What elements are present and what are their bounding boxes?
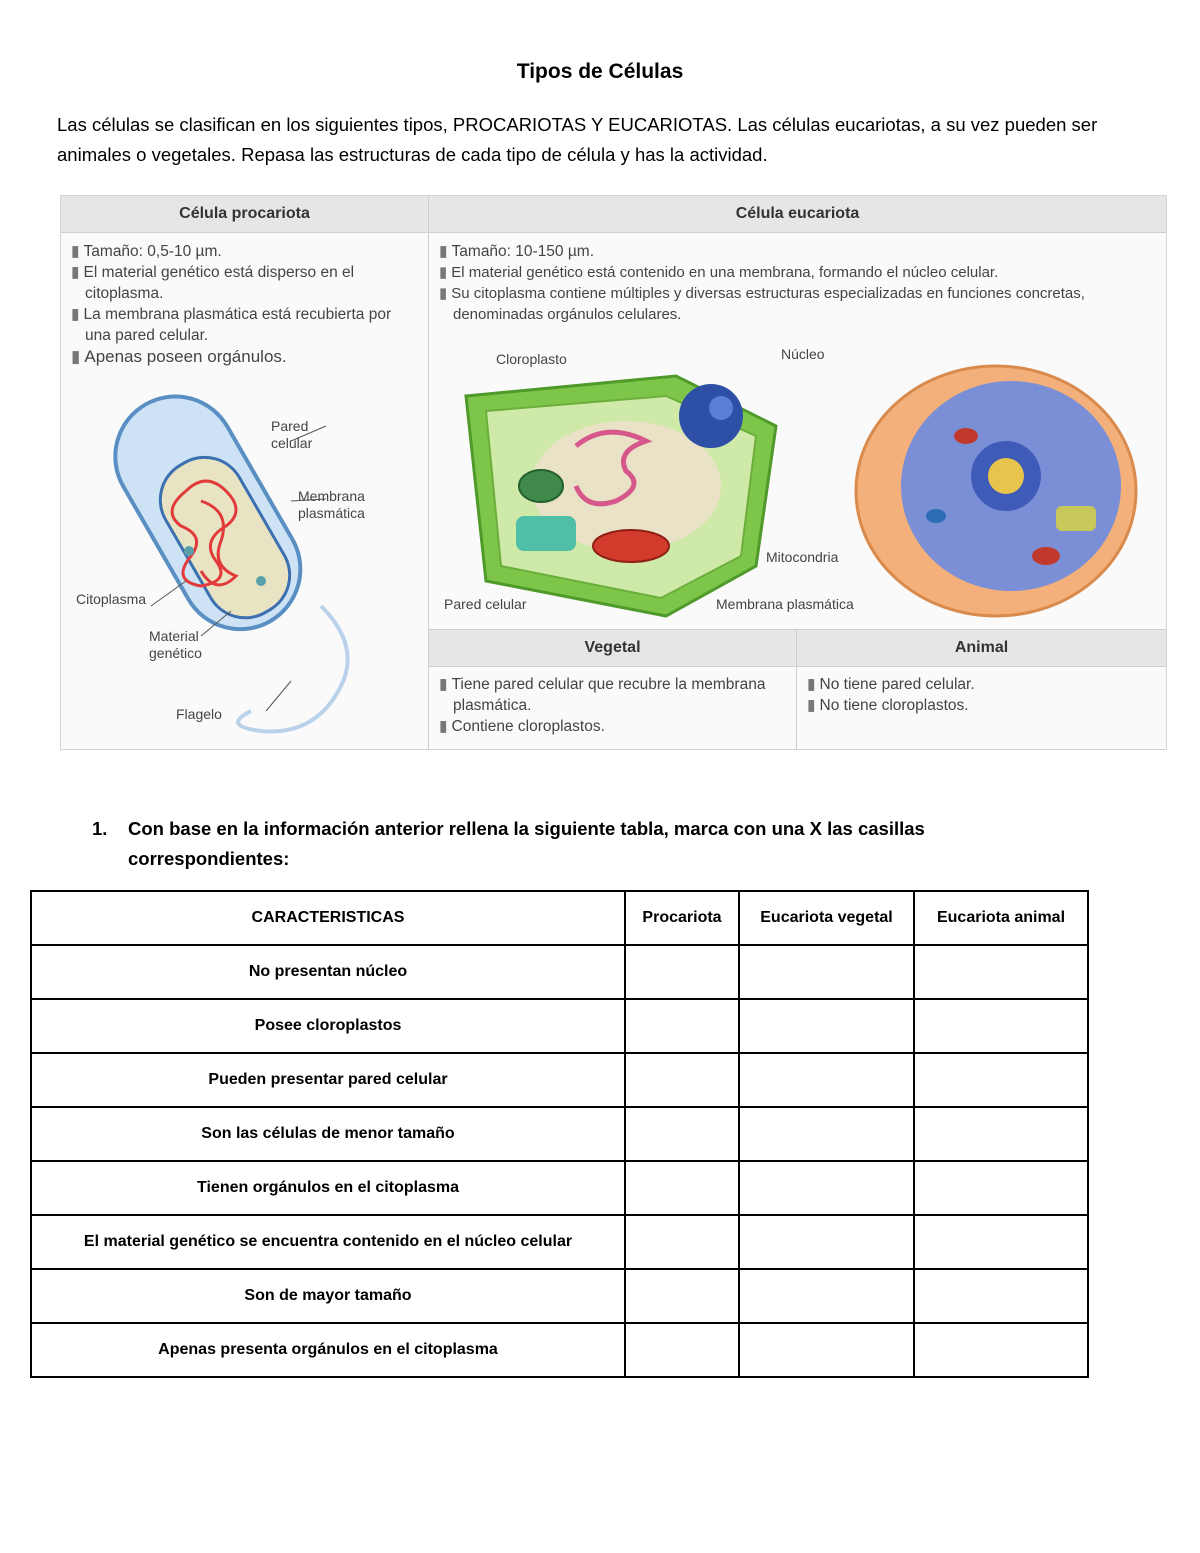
checkbox-cell-eucariota-animal[interactable] bbox=[914, 1161, 1088, 1215]
checkbox-cell-eucariota-animal[interactable] bbox=[914, 1323, 1088, 1377]
bullet-item: ▮ Tiene pared celular que recubre la membrana plasmática. bbox=[439, 676, 766, 714]
table-row bbox=[31, 999, 1088, 1053]
bullet-item: ▮ La membrana plasmática está recubierta por una pared celular. bbox=[71, 306, 392, 344]
checkbox-cell-procariota[interactable] bbox=[625, 945, 739, 999]
label-nucleo: Núcleo bbox=[781, 346, 825, 362]
checkbox-cell-eucariota-animal[interactable] bbox=[914, 1215, 1088, 1269]
characteristic-cell: No presentan núcleo bbox=[31, 945, 625, 999]
characteristic-cell: Son de mayor tamaño bbox=[31, 1269, 625, 1323]
checkbox-cell-procariota[interactable] bbox=[625, 1161, 739, 1215]
checkbox-cell-eucariota-vegetal[interactable] bbox=[739, 1107, 914, 1161]
characteristic-cell: El material genético se encuentra contenido en el núcleo celular bbox=[31, 1215, 625, 1269]
prokaryote-bullets bbox=[71, 241, 421, 367]
bullet-glyph: ▮ bbox=[807, 676, 816, 693]
table-header-row bbox=[31, 891, 1088, 945]
bullet-item: ▮ El material genético está contenido en una membrana, formando el núcleo celular. bbox=[439, 264, 999, 281]
bullet-item: ▮ No tiene cloroplastos. bbox=[807, 697, 969, 714]
characteristic-cell: Tienen orgánulos en el citoplasma bbox=[31, 1161, 625, 1215]
checkbox-cell-procariota[interactable] bbox=[625, 1053, 739, 1107]
header-caracteristicas: CARACTERISTICAS bbox=[31, 891, 625, 945]
column-divider bbox=[796, 630, 797, 749]
header-eucariota-animal: Eucariota animal bbox=[914, 891, 1088, 945]
table-row bbox=[31, 1323, 1088, 1377]
bacterium-illustration bbox=[91, 381, 421, 741]
label-mitocondria: Mitocondria bbox=[766, 549, 839, 565]
chloroplast-shape bbox=[519, 470, 563, 502]
checkbox-cell-eucariota-vegetal[interactable] bbox=[739, 999, 914, 1053]
ribosome-dot bbox=[184, 546, 194, 556]
checkbox-cell-eucariota-animal[interactable] bbox=[914, 945, 1088, 999]
question-line-1: Con base en la información anterior rellena la siguiente tabla, marca con una X las casillas bbox=[128, 818, 925, 839]
label-citoplasma: Citoplasma bbox=[76, 591, 147, 607]
table-row bbox=[31, 1215, 1088, 1269]
bullet-item: ▮ Tamaño: 10-150 µm. bbox=[439, 243, 595, 260]
checkbox-cell-eucariota-vegetal[interactable] bbox=[739, 1215, 914, 1269]
bullet-item: ▮ El material genético está disperso en el citoplasma. bbox=[71, 264, 355, 302]
label-cloroplasto: Cloroplasto bbox=[496, 351, 567, 367]
header-procariota: Procariota bbox=[625, 891, 739, 945]
checkbox-cell-procariota[interactable] bbox=[625, 1215, 739, 1269]
bullet-item: ▮ Apenas poseen orgánulos. bbox=[71, 347, 287, 366]
bullet-glyph: ▮ bbox=[439, 285, 448, 302]
worksheet-table bbox=[30, 890, 1089, 1378]
plant-bullets bbox=[439, 674, 789, 737]
characteristic-cell: Posee cloroplastos bbox=[31, 999, 625, 1053]
checkbox-cell-eucariota-animal[interactable] bbox=[914, 1107, 1088, 1161]
golgi-shape bbox=[516, 516, 576, 551]
checkbox-cell-procariota[interactable] bbox=[625, 1269, 739, 1323]
checkbox-cell-eucariota-vegetal[interactable] bbox=[739, 1323, 914, 1377]
characteristic-cell: Son las células de menor tamaño bbox=[31, 1107, 625, 1161]
question-1 bbox=[92, 814, 925, 874]
table-body bbox=[31, 945, 1088, 1377]
table-row bbox=[31, 1053, 1088, 1107]
table-row bbox=[31, 945, 1088, 999]
bullet-item: ▮ Su citoplasma contiene múltiples y diversas estructuras especializadas en funciones concretas, denominadas orgánulos celulares. bbox=[439, 285, 1085, 323]
page-title: Tipos de Células bbox=[516, 60, 684, 83]
eukaryote-bullets bbox=[439, 241, 1154, 325]
checkbox-cell-eucariota-animal[interactable] bbox=[914, 1269, 1088, 1323]
bullet-item: ▮ Contiene cloroplastos. bbox=[439, 718, 605, 735]
label-membrana: Membrana plasmática bbox=[298, 488, 365, 521]
checkbox-cell-eucariota-vegetal[interactable] bbox=[739, 1269, 914, 1323]
label-material-genetico: Material genético bbox=[149, 628, 202, 661]
label-pared-celular: Pared celular bbox=[271, 418, 313, 451]
bullet-glyph: ▮ bbox=[439, 676, 448, 693]
label-flagelo: Flagelo bbox=[176, 706, 222, 722]
intro-paragraph: Las células se clasifican en los siguientes tipos, PROCARIOTAS Y EUCARIOTAS. Las células eucariotas, a su vez pueden ser animales o vegetales. Repasa las estructuras de cada tipo de célula y has la actividad. bbox=[57, 114, 1098, 165]
animal-bullets bbox=[807, 674, 1157, 716]
characteristic-cell: Pueden presentar pared celular bbox=[31, 1053, 625, 1107]
ribosome-dot bbox=[256, 576, 266, 586]
checkbox-cell-procariota[interactable] bbox=[625, 1323, 739, 1377]
bullet-item: ▮ Tamaño: 0,5-10 µm. bbox=[71, 243, 222, 260]
plant-heading: Vegetal bbox=[429, 630, 796, 667]
table-row bbox=[31, 1269, 1088, 1323]
nucleus-shape bbox=[679, 384, 743, 448]
label-pared-celular-eu: Pared celular bbox=[444, 596, 527, 612]
bullet-glyph: ▮ bbox=[71, 347, 81, 366]
bullet-glyph: ▮ bbox=[439, 243, 448, 260]
header-eucariota-vegetal: Eucariota vegetal bbox=[739, 891, 914, 945]
animal-heading: Animal bbox=[797, 630, 1166, 667]
table-row bbox=[31, 1107, 1088, 1161]
checkbox-cell-eucariota-vegetal[interactable] bbox=[739, 945, 914, 999]
cell-types-figure bbox=[60, 195, 1167, 750]
characteristic-cell: Apenas presenta orgánulos en el citoplasma bbox=[31, 1323, 625, 1377]
animal-cell-illustration bbox=[846, 356, 1156, 626]
checkbox-cell-eucariota-vegetal[interactable] bbox=[739, 1053, 914, 1107]
bullet-glyph: ▮ bbox=[71, 243, 80, 260]
question-line-2: correspondientes: bbox=[128, 848, 290, 869]
bullet-glyph: ▮ bbox=[439, 264, 448, 281]
table-row bbox=[31, 1161, 1088, 1215]
prokaryote-heading: Célula procariota bbox=[61, 196, 428, 233]
checkbox-cell-eucariota-animal[interactable] bbox=[914, 1053, 1088, 1107]
checkbox-cell-procariota[interactable] bbox=[625, 999, 739, 1053]
mitochondria-shape bbox=[593, 530, 669, 562]
question-number: 1. bbox=[92, 818, 108, 839]
plant-cell-illustration bbox=[456, 366, 786, 626]
label-membrana-eu: Membrana plasmática bbox=[716, 596, 854, 612]
checkbox-cell-procariota[interactable] bbox=[625, 1107, 739, 1161]
eukaryote-heading: Célula eucariota bbox=[429, 196, 1166, 233]
checkbox-cell-eucariota-animal[interactable] bbox=[914, 999, 1088, 1053]
checkbox-cell-eucariota-vegetal[interactable] bbox=[739, 1161, 914, 1215]
bullet-glyph: ▮ bbox=[71, 264, 80, 281]
bullet-item: ▮ No tiene pared celular. bbox=[807, 676, 975, 693]
bullet-glyph: ▮ bbox=[71, 306, 80, 323]
bullet-glyph: ▮ bbox=[807, 697, 816, 714]
bullet-glyph: ▮ bbox=[439, 718, 448, 735]
